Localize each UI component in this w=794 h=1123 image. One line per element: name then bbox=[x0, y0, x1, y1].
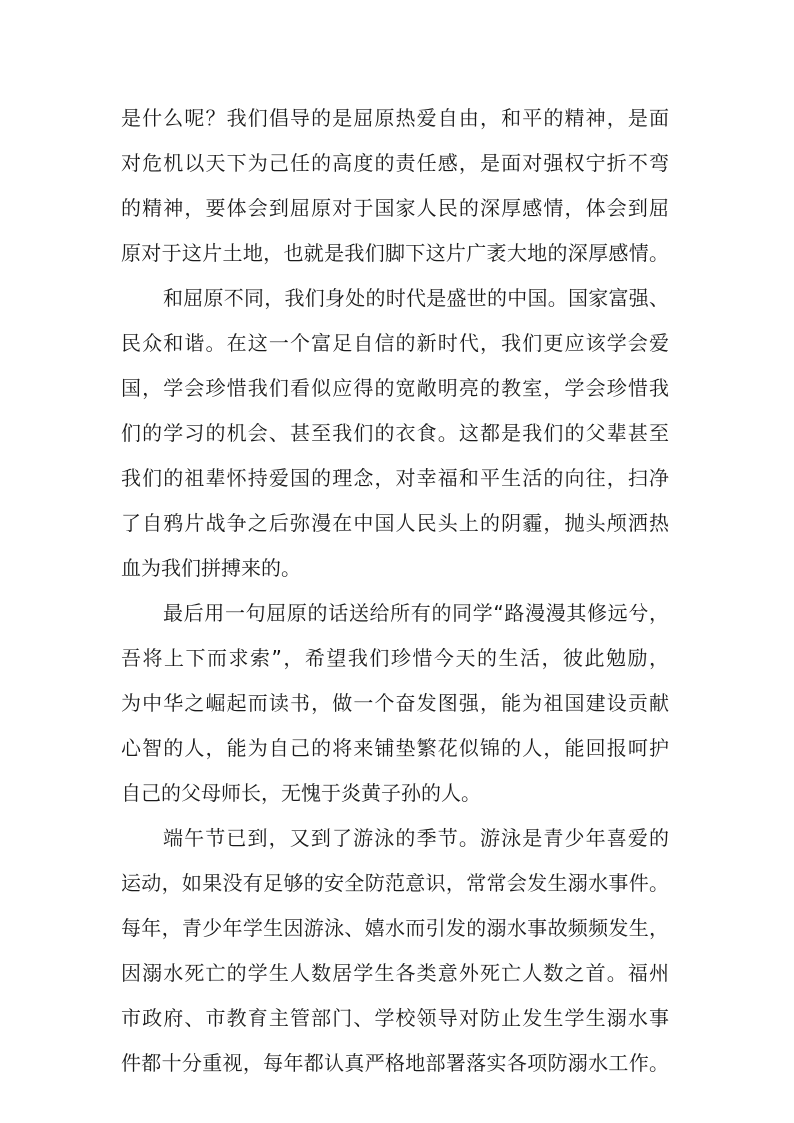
text-line: 件都十分重视，每年都认真严格地部署落实各项防溺水工作。 bbox=[121, 1051, 669, 1075]
text-line: 端午节已到，又到了游泳的季节。游泳是青少年喜爱的 bbox=[163, 826, 669, 850]
text-line: 了自鸦片战争之后弥漫在中国人民头上的阴霾，抛头颅洒热 bbox=[121, 511, 669, 535]
paragraph-3 bbox=[121, 591, 669, 816]
text-line: 自己的父母师长，无愧于炎黄子孙的人。 bbox=[121, 781, 481, 805]
text-line: 是什么呢？我们倡导的是屈原热爱自由，和平的精神，是面 bbox=[121, 106, 669, 130]
text-line: 和屈原不同，我们身处的时代是盛世的中国。国家富强、 bbox=[163, 286, 669, 310]
text-line: 运动，如果没有足够的安全防范意识，常常会发生溺水事件。 bbox=[121, 871, 669, 895]
text-line: 心智的人，能为自己的将来铺垫繁花似锦的人，能回报呵护 bbox=[121, 736, 669, 760]
text-line: 血为我们拼搏来的。 bbox=[121, 556, 301, 580]
text-line: 对危机以天下为己任的高度的责任感，是面对强权宁折不弯 bbox=[121, 151, 669, 175]
text-line: 们的学习的机会、甚至我们的衣食。这都是我们的父辈甚至 bbox=[121, 421, 669, 445]
text-line: 的精神，要体会到屈原对于国家人民的深厚感情，体会到屈 bbox=[121, 196, 669, 220]
text-line: 原对于这片土地，也就是我们脚下这片广袤大地的深厚感情。 bbox=[121, 241, 669, 265]
paragraph-2 bbox=[121, 276, 669, 591]
text-line: 吾将上下而求索”，希望我们珍惜今天的生活，彼此勉励， bbox=[121, 646, 669, 670]
paragraph-4 bbox=[121, 816, 669, 1086]
text-line: 我们的祖辈怀持爱国的理念，对幸福和平生活的向往，扫净 bbox=[121, 466, 669, 490]
text-line: 民众和谐。在这一个富足自信的新时代，我们更应该学会爱 bbox=[121, 331, 669, 355]
paragraph-1 bbox=[121, 96, 669, 276]
text-line: 最后用一句屈原的话送给所有的同学“路漫漫其修远兮， bbox=[163, 601, 669, 625]
document-body bbox=[121, 96, 669, 1086]
text-line: 为中华之崛起而读书，做一个奋发图强，能为祖国建设贡献 bbox=[121, 691, 669, 715]
text-line: 每年，青少年学生因游泳、嬉水而引发的溺水事故频频发生， bbox=[121, 916, 669, 940]
text-line: 因溺水死亡的学生人数居学生各类意外死亡人数之首。福州 bbox=[121, 961, 669, 985]
text-line: 国，学会珍惜我们看似应得的宽敞明亮的教室，学会珍惜我 bbox=[121, 376, 669, 400]
text-line: 市政府、市教育主管部门、学校领导对防止发生学生溺水事 bbox=[121, 1006, 669, 1030]
